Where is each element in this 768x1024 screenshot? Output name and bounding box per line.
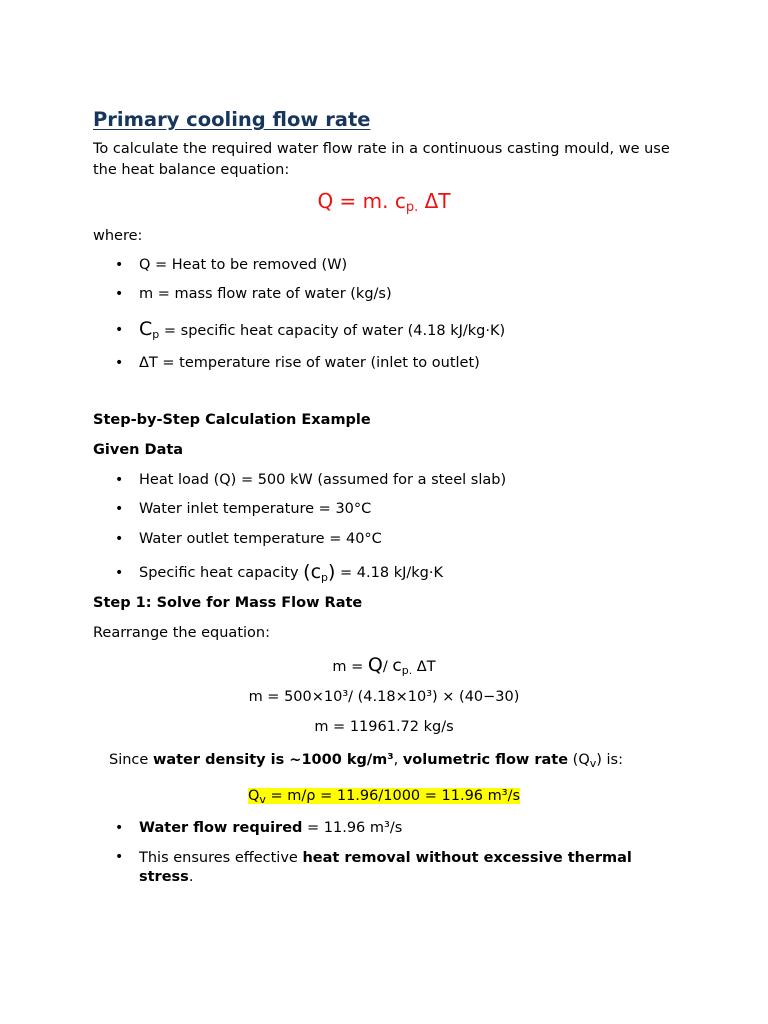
cp-description: = specific heat capacity of water (4.18 kJ/kg·K)	[159, 323, 506, 339]
bullet-marker: •	[115, 355, 124, 371]
mass-flow-equation	[93, 654, 675, 676]
definition-q: Q = Heat to be removed (W)	[139, 257, 348, 273]
equation-lhs: Q = m. c	[317, 189, 406, 213]
given-inlet-temp: Water inlet temperature = 30°C	[139, 501, 372, 517]
highlighted-equation	[248, 788, 520, 804]
cp-prefix: Specific heat capacity	[139, 565, 304, 581]
page-title: Primary cooling flow rate	[93, 108, 371, 131]
mass-flow-result: m = 11961.72 kg/s	[314, 719, 454, 735]
bullet-marker: •	[115, 849, 124, 865]
intro-paragraph: To calculate the required water flow rate in a continuous casting mould, we use the heat balance equation:	[93, 141, 670, 178]
bullet-marker: •	[115, 257, 124, 273]
bullet-marker: •	[115, 501, 124, 517]
bullet-marker: •	[115, 286, 124, 302]
volumetric-equation	[93, 788, 675, 804]
note-suffix: .	[188, 869, 194, 885]
given-heat-load: Heat load (Q) = 500 kW (assumed for a steel slab)	[139, 472, 507, 488]
effective-removal-note	[139, 849, 679, 887]
equation-subscript: p.	[405, 200, 419, 215]
substitution-equation: m = 500×10³/ (4.18×10³) × (40−30)	[248, 689, 520, 705]
definition-m: m = mass flow rate of water (kg/s)	[139, 286, 392, 302]
since-sub: v	[589, 757, 597, 770]
heat-balance-equation	[93, 189, 675, 215]
volumetric-text: volumetric flow rate	[402, 752, 569, 768]
eq1-q: Q	[367, 654, 383, 676]
note-prefix: This ensures effective	[139, 850, 303, 866]
density-statement	[109, 752, 623, 768]
eq1-mid: /	[382, 659, 393, 675]
cp-suffix: = 4.18 kJ/kg·K	[335, 565, 443, 581]
given-specific-heat	[139, 561, 443, 583]
density-text: water density is ~1000 kg/m³	[152, 752, 394, 768]
hl-rest: = m/ρ = 11.96/1000 = 11.96 m³/s	[265, 788, 521, 804]
where-label: where:	[93, 228, 143, 244]
bullet-marker: •	[115, 531, 124, 547]
hl-q: Q	[247, 788, 260, 804]
since-prefix: Since	[109, 752, 153, 768]
cp-subscript: p	[152, 328, 160, 341]
eq1-c: c	[392, 656, 402, 676]
cp-open: (c	[303, 561, 322, 583]
given-data-heading: Given Data	[93, 442, 184, 458]
eq1-prefix: m =	[332, 659, 368, 675]
bullet-marker: •	[115, 565, 124, 581]
given-outlet-temp: Water outlet temperature = 40°C	[139, 531, 382, 547]
cp-symbol: C	[139, 318, 153, 340]
eq1-suffix: ΔT	[412, 659, 436, 675]
rearrange-text: Rearrange the equation:	[93, 625, 270, 641]
since-open: (Q	[568, 752, 590, 768]
eq1-sub: p.	[401, 664, 413, 677]
hl-sub: v	[259, 793, 266, 806]
flow-required-label: Water flow required	[139, 820, 303, 836]
equation-rhs: ΔT	[418, 189, 451, 213]
example-heading: Step-by-Step Calculation Example	[93, 412, 371, 428]
bullet-marker: •	[115, 820, 124, 836]
definition-cp	[139, 318, 505, 340]
flow-required-value: = 11.96 m³/s	[302, 820, 403, 836]
cp-close: )	[328, 561, 336, 583]
definition-delta-t: ΔT = temperature rise of water (inlet to outlet)	[139, 355, 480, 371]
since-close: ) is:	[596, 752, 623, 768]
cp-sub: p	[321, 571, 329, 584]
step1-heading: Step 1: Solve for Mass Flow Rate	[93, 595, 363, 611]
since-comma: ,	[393, 752, 403, 768]
document-page	[93, 0, 678, 1024]
water-flow-required	[139, 820, 402, 836]
bullet-marker: •	[115, 322, 124, 338]
bullet-marker: •	[115, 472, 124, 488]
note-bold: heat removal without excessive thermal stress	[139, 850, 632, 885]
